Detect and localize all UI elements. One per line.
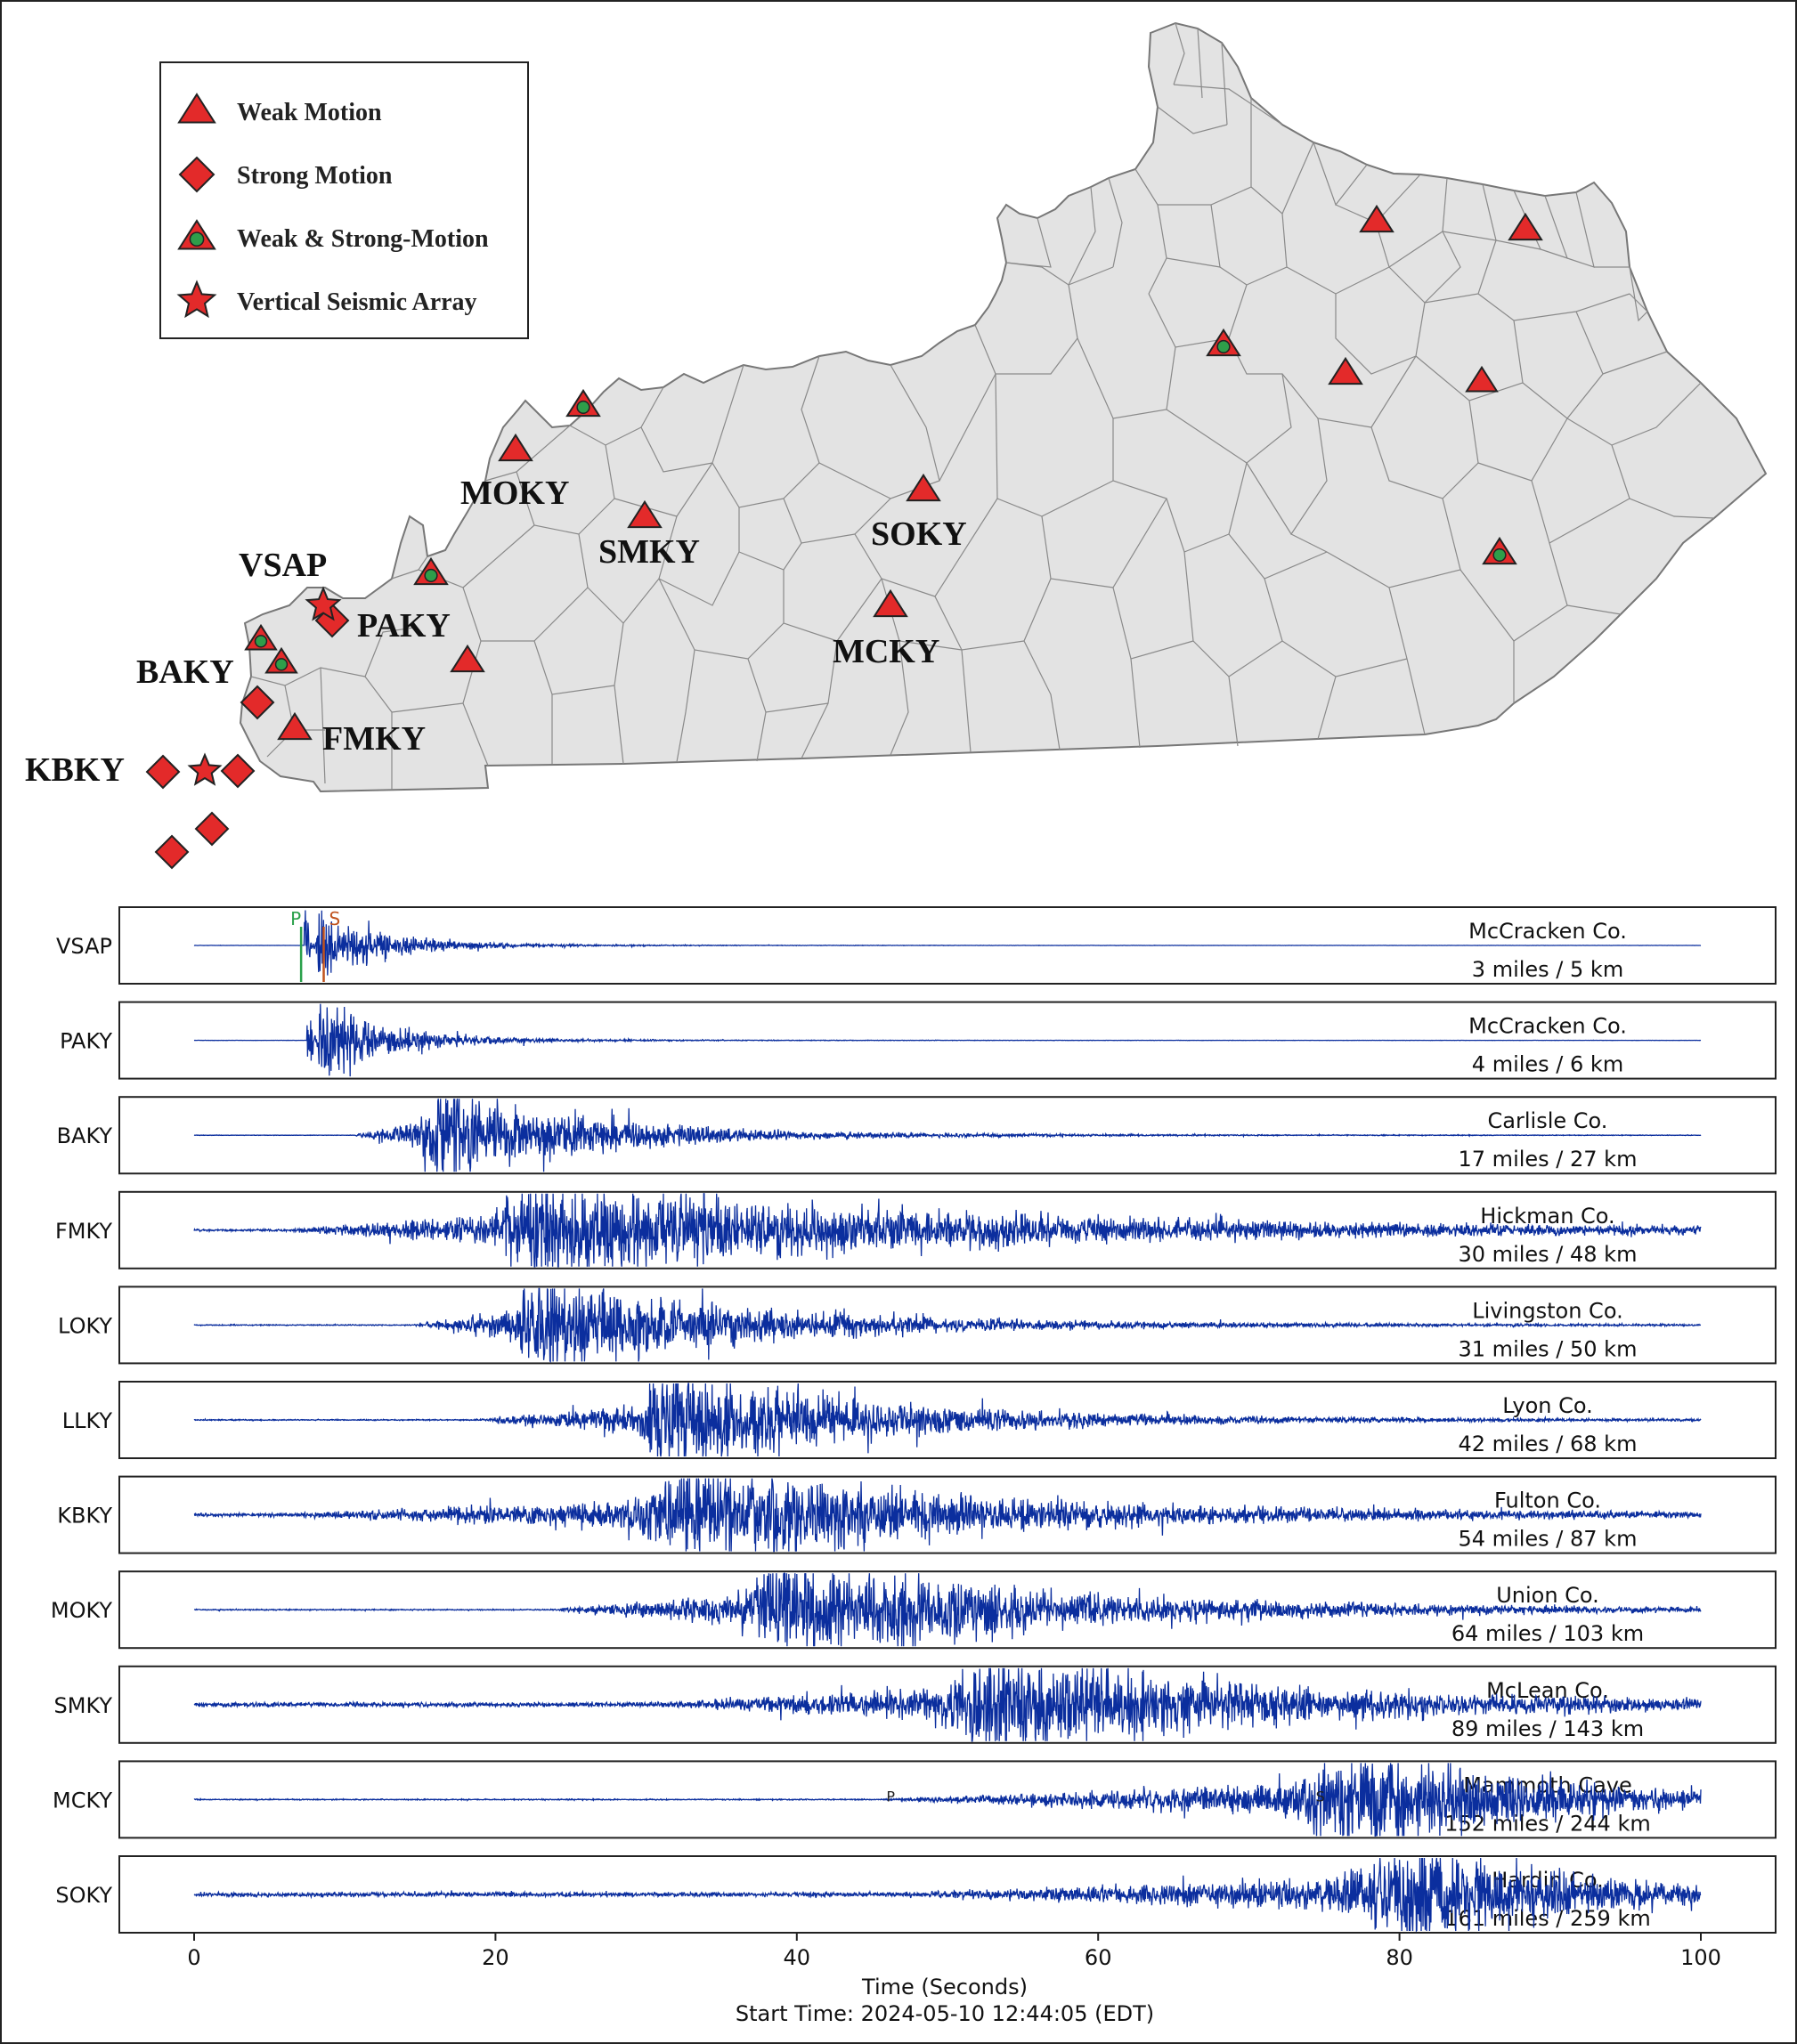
trace-distance-baky: 17 miles / 27 km <box>1458 1147 1638 1172</box>
start-time-subtitle: Start Time: 2024-05-10 12:44:05 (EDT) <box>735 2001 1155 2026</box>
x-tick-label-20: 20 <box>482 1945 509 1970</box>
station-marker-baky-dot <box>256 636 267 647</box>
seismogram-panels <box>51 907 1776 1933</box>
trace-label-vsap: VSAP <box>56 934 112 959</box>
trace-panel-soky <box>55 1856 1776 1933</box>
trace-panel-vsap <box>56 907 1776 984</box>
legend-label-weak-strong: Weak & Strong-Motion <box>237 225 489 253</box>
trace-label-moky: MOKY <box>50 1598 112 1624</box>
station-marker-dual-2-dot <box>425 570 437 582</box>
trace-label-soky: SOKY <box>55 1883 112 1908</box>
map-label-kbky: KBKY <box>25 751 125 789</box>
trace-location-smky: McLean Co. <box>1486 1677 1609 1703</box>
trace-location-loky: Livingston Co. <box>1472 1298 1623 1324</box>
x-tick-label-80: 80 <box>1386 1945 1413 1970</box>
trace-label-smky: SMKY <box>53 1692 112 1718</box>
trace-location-fmky: Hickman Co. <box>1480 1203 1615 1229</box>
x-axis-label: Time (Seconds) <box>862 1975 1028 1999</box>
trace-location-llky: Lyon Co. <box>1502 1393 1593 1418</box>
trace-label-mcky: MCKY <box>52 1788 112 1813</box>
x-tick-label-40: 40 <box>783 1945 811 1970</box>
trace-location-mcky: Mammoth Cave <box>1463 1772 1632 1798</box>
station-marker-dual-3-dot <box>276 659 288 670</box>
trace-panel-smky <box>54 1667 1776 1743</box>
station-marker-dual-1-dot <box>1217 341 1230 353</box>
trace-distance-mcky: 152 miles / 244 km <box>1444 1811 1651 1837</box>
trace-label-fmky: FMKY <box>54 1218 112 1244</box>
map-label-moky: MOKY <box>460 474 570 512</box>
map-legend <box>160 62 528 338</box>
x-tick-label-60: 60 <box>1084 1945 1112 1970</box>
trace-label-kbky: KBKY <box>57 1503 112 1529</box>
trace-location-baky: Carlisle Co. <box>1487 1108 1608 1134</box>
legend-label-vertical-array: Vertical Seismic Array <box>237 288 477 316</box>
pick-label-vsap-p: P <box>290 908 302 929</box>
trace-panel-paky <box>60 1002 1776 1079</box>
trace-distance-fmky: 30 miles / 48 km <box>1458 1241 1638 1267</box>
trace-distance-smky: 89 miles / 143 km <box>1451 1716 1645 1741</box>
trace-panel-fmky <box>55 1192 1776 1269</box>
map-label-mcky: MCKY <box>833 633 940 670</box>
station-marker-dual-0-dot <box>577 402 590 414</box>
map-label-soky: SOKY <box>871 515 967 553</box>
trace-panel-llky <box>62 1382 1776 1458</box>
legend-symbol-triangle-dot-dot <box>190 232 203 246</box>
x-tick-label-100: 100 <box>1680 1945 1721 1970</box>
trace-label-paky: PAKY <box>60 1028 112 1054</box>
legend-label-strong: Strong Motion <box>237 162 393 190</box>
x-tick-label-0: 0 <box>187 1945 201 1970</box>
station-marker-dual-4-dot <box>1493 549 1506 562</box>
legend-label-weak: Weak Motion <box>237 99 382 126</box>
pick-label-vsap-s: S <box>329 908 341 929</box>
trace-distance-soky: 161 miles / 259 km <box>1444 1906 1651 1931</box>
trace-distance-kbky: 54 miles / 87 km <box>1458 1526 1638 1552</box>
trace-distance-paky: 4 miles / 6 km <box>1471 1051 1624 1077</box>
trace-panel-kbky <box>57 1477 1776 1553</box>
trace-label-loky: LOKY <box>58 1313 112 1339</box>
trace-panel-baky <box>57 1097 1776 1173</box>
pick-label-mcky-p: P <box>886 1788 896 1805</box>
trace-panel-mcky <box>53 1761 1776 1837</box>
pick-label-mcky-s: S <box>1315 1788 1325 1805</box>
trace-location-moky: Union Co. <box>1496 1583 1599 1609</box>
trace-distance-vsap: 3 miles / 5 km <box>1471 957 1624 982</box>
trace-label-baky: BAKY <box>56 1123 112 1149</box>
map-label-smky: SMKY <box>598 533 700 571</box>
trace-location-vsap: McCracken Co. <box>1468 919 1627 944</box>
map-label-vsap: VSAP <box>239 547 328 584</box>
trace-location-soky: Hardin Co. <box>1492 1868 1604 1893</box>
trace-panel-moky <box>51 1571 1776 1648</box>
trace-panel-loky <box>58 1286 1776 1363</box>
trace-distance-llky: 42 miles / 68 km <box>1458 1432 1638 1456</box>
trace-distance-loky: 31 miles / 50 km <box>1458 1336 1638 1362</box>
trace-location-paky: McCracken Co. <box>1468 1013 1627 1039</box>
map-label-paky: PAKY <box>357 607 451 645</box>
map-label-baky: BAKY <box>136 653 234 691</box>
trace-label-llky: LLKY <box>61 1408 112 1433</box>
trace-distance-moky: 64 miles / 103 km <box>1451 1621 1645 1647</box>
map-label-fmky: FMKY <box>322 720 427 758</box>
trace-location-kbky: Fulton Co. <box>1494 1488 1601 1513</box>
